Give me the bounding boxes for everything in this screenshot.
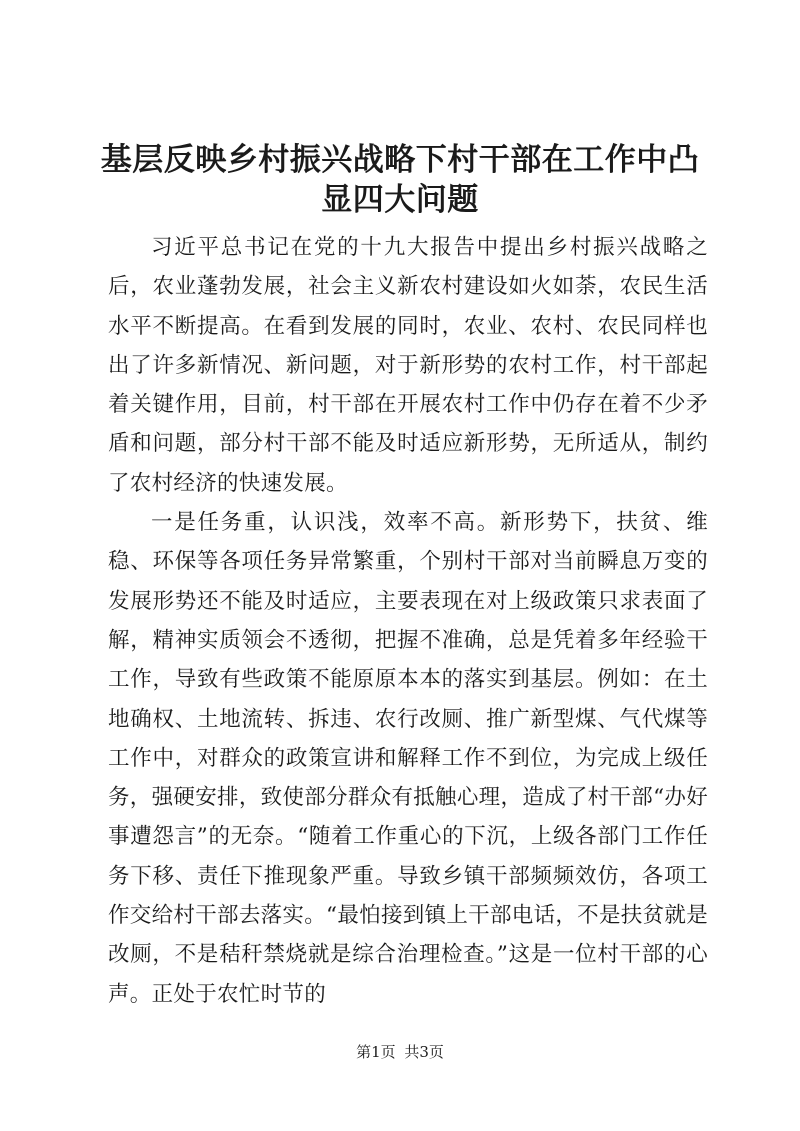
page-total: 共3页 [404, 1043, 444, 1061]
document-body [108, 228, 708, 1014]
page-number: 第1页 [356, 1043, 396, 1061]
paragraph-issue-one: 一是任务重，认识浅，效率不高。新形势下，扶贫、维稳、环保等各项任务异常繁重，个别村干部对当前瞬息万变的发展形势还不能及时适应，主要表现在对上级政策只求表面了解，精神实质领会不透彻，把握不准确，总是凭着多年经验干工作，导致有些政策不能原原本本的落实到基层。例如：在土地确权、土地流转、拆违、农行改厕、推广新型煤、气代煤等工作中，对群众的政策宣讲和解释工作不到位，为完成上级任务，强硬安排，致使部分群众有抵触心理，造成了村干部“办好事遭怨言”的无奈。“随着工作重心的下沉，上级各部门工作任务下移、责任下推现象严重。导致乡镇干部频频效仿，各项工作交给村干部去落实。“最怕接到镇上干部电话，不是扶贫就是改厕，不是秸秆禁烧就是综合治理检查。”这是一位村干部的心声。正处于农忙时节的 [108, 510, 708, 1007]
document-title: 基层反映乡村振兴战略下村干部在工作中凸显四大问题 [100, 142, 700, 218]
paragraph-intro: 习近平总书记在党的十九大报告中提出乡村振兴战略之后，农业蓬勃发展，社会主义新农村建设如火如荼，农民生活水平不断提高。在看到发展的同时，农业、农村、农民同样也出了许多新情况、新问题，对于新形势的农村工作，村干部起着关键作用，目前，村干部在开展农村工作中仍存在着不少矛盾和问题，部分村干部不能及时适应新形势，无所适从，制约了农村经济的快速发展。 [108, 235, 708, 496]
page-footer [0, 1042, 800, 1062]
